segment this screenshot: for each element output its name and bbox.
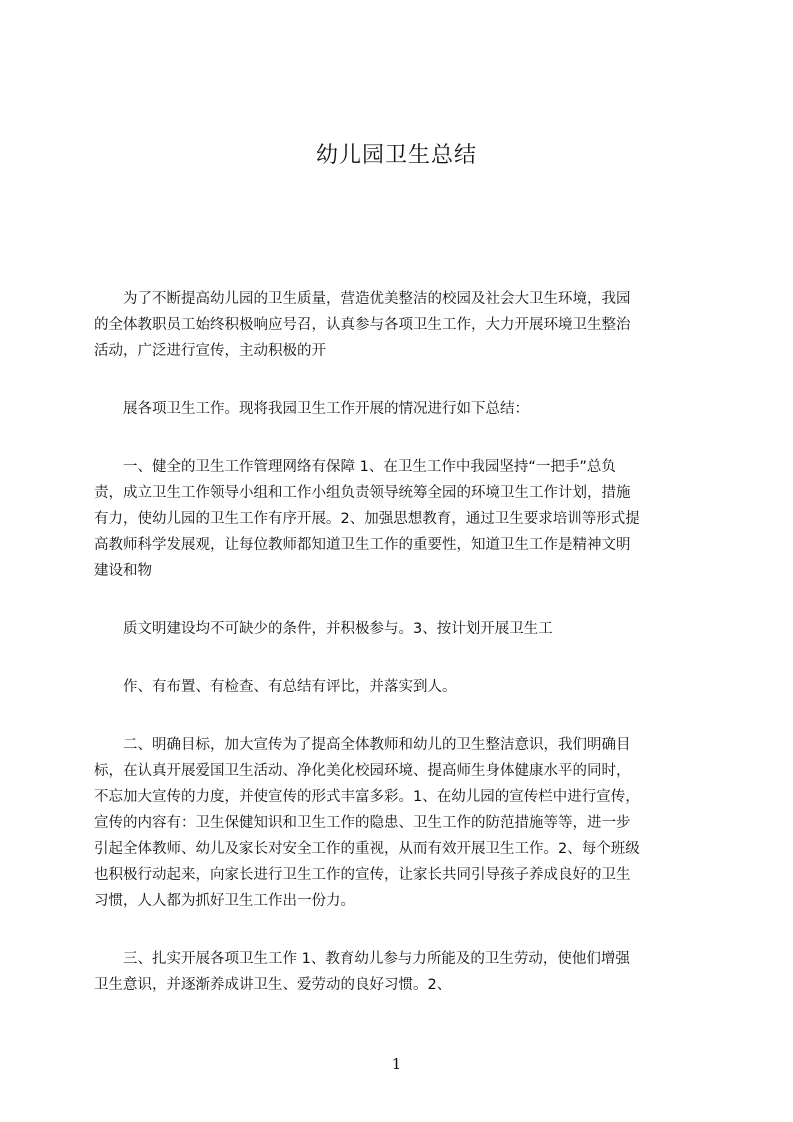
paragraph-section-2 bbox=[94, 732, 698, 914]
paragraph-line: 活动，广泛进行宣传，主动积极的开 bbox=[94, 343, 326, 359]
paragraph-summary-intro bbox=[94, 396, 698, 422]
paragraph-section-1 bbox=[94, 454, 698, 584]
page-number: 1 bbox=[391, 1055, 402, 1073]
paragraph-line: 责，成立卫生工作领导小组和工作小组负责领导统筹全园的环境卫生工作计划，措施 bbox=[94, 485, 631, 501]
paragraph-line: 宣传的内容有：卫生保健知识和卫生工作的隐患、卫生工作的防范措施等等，进一步 bbox=[94, 815, 631, 831]
paragraph-line: 建设和物 bbox=[94, 563, 152, 579]
paragraph-line: 标，在认真开展爱国卫生活动、净化美化校园环境、提高师生身体健康水平的同时， bbox=[94, 763, 631, 779]
paragraph-line: 一、健全的卫生工作管理网络有保障 1、在卫生工作中我园坚持“一把手”总负 bbox=[123, 459, 616, 475]
paragraph-line: 展各项卫生工作。现将我园卫生工作开展的情况进行如下总结： bbox=[123, 401, 529, 417]
paragraph-line: 为了不断提高幼儿园的卫生质量，营造优美整洁的校园及社会大卫生环境，我园 bbox=[123, 291, 631, 307]
document-body bbox=[94, 286, 698, 1006]
paragraph-line: 引起全体教师、幼儿及家长对安全工作的重视，从而有效开展卫生工作。2、每个班级 bbox=[94, 841, 640, 857]
paragraph-section-1-end bbox=[94, 674, 698, 700]
paragraph-line: 不忘加大宣传的力度，并使宣传的形式丰富多彩。1、在幼儿园的宣传栏中进行宣传， bbox=[94, 789, 640, 805]
paragraph-line: 高教师科学发展观，让每位教师都知道卫生工作的重要性，知道卫生工作是精神文明 bbox=[94, 537, 631, 553]
paragraph-line: 二、明确目标，加大宣传为了提高全体教师和幼儿的卫生整洁意识，我们明确目 bbox=[123, 737, 631, 753]
paragraph-line: 也积极行动起来，向家长进行卫生工作的宣传，让家长共同引导孩子养成良好的卫生 bbox=[94, 867, 631, 883]
paragraph-section-1-continued bbox=[94, 616, 698, 642]
paragraph-section-3 bbox=[94, 946, 698, 998]
paragraph-line: 质文明建设均不可缺少的条件，并积极参与。3、按计划开展卫生工 bbox=[123, 621, 553, 637]
paragraph-line: 卫生意识，并逐渐养成讲卫生、爱劳动的良好习惯。2、 bbox=[94, 977, 452, 993]
document-title: 幼儿园卫生总结 bbox=[315, 143, 477, 168]
paragraph-line: 三、扎实开展各项卫生工作 1、教育幼儿参与力所能及的卫生劳动，使他们增强 bbox=[123, 951, 630, 967]
paragraph-line: 习惯，人人都为抓好卫生工作出一份力。 bbox=[94, 893, 355, 909]
paragraph-line: 作、有布置、有检查、有总结有评比，并落实到人。 bbox=[123, 679, 457, 695]
paragraph-line: 有力，使幼儿园的卫生工作有序开展。2、加强思想教育，通过卫生要求培训等形式提 bbox=[94, 511, 640, 527]
paragraph-line: 的全体教职员工始终积极响应号召，认真参与各项卫生工作，大力开展环境卫生整治 bbox=[94, 317, 631, 333]
paragraph-intro bbox=[94, 286, 698, 364]
